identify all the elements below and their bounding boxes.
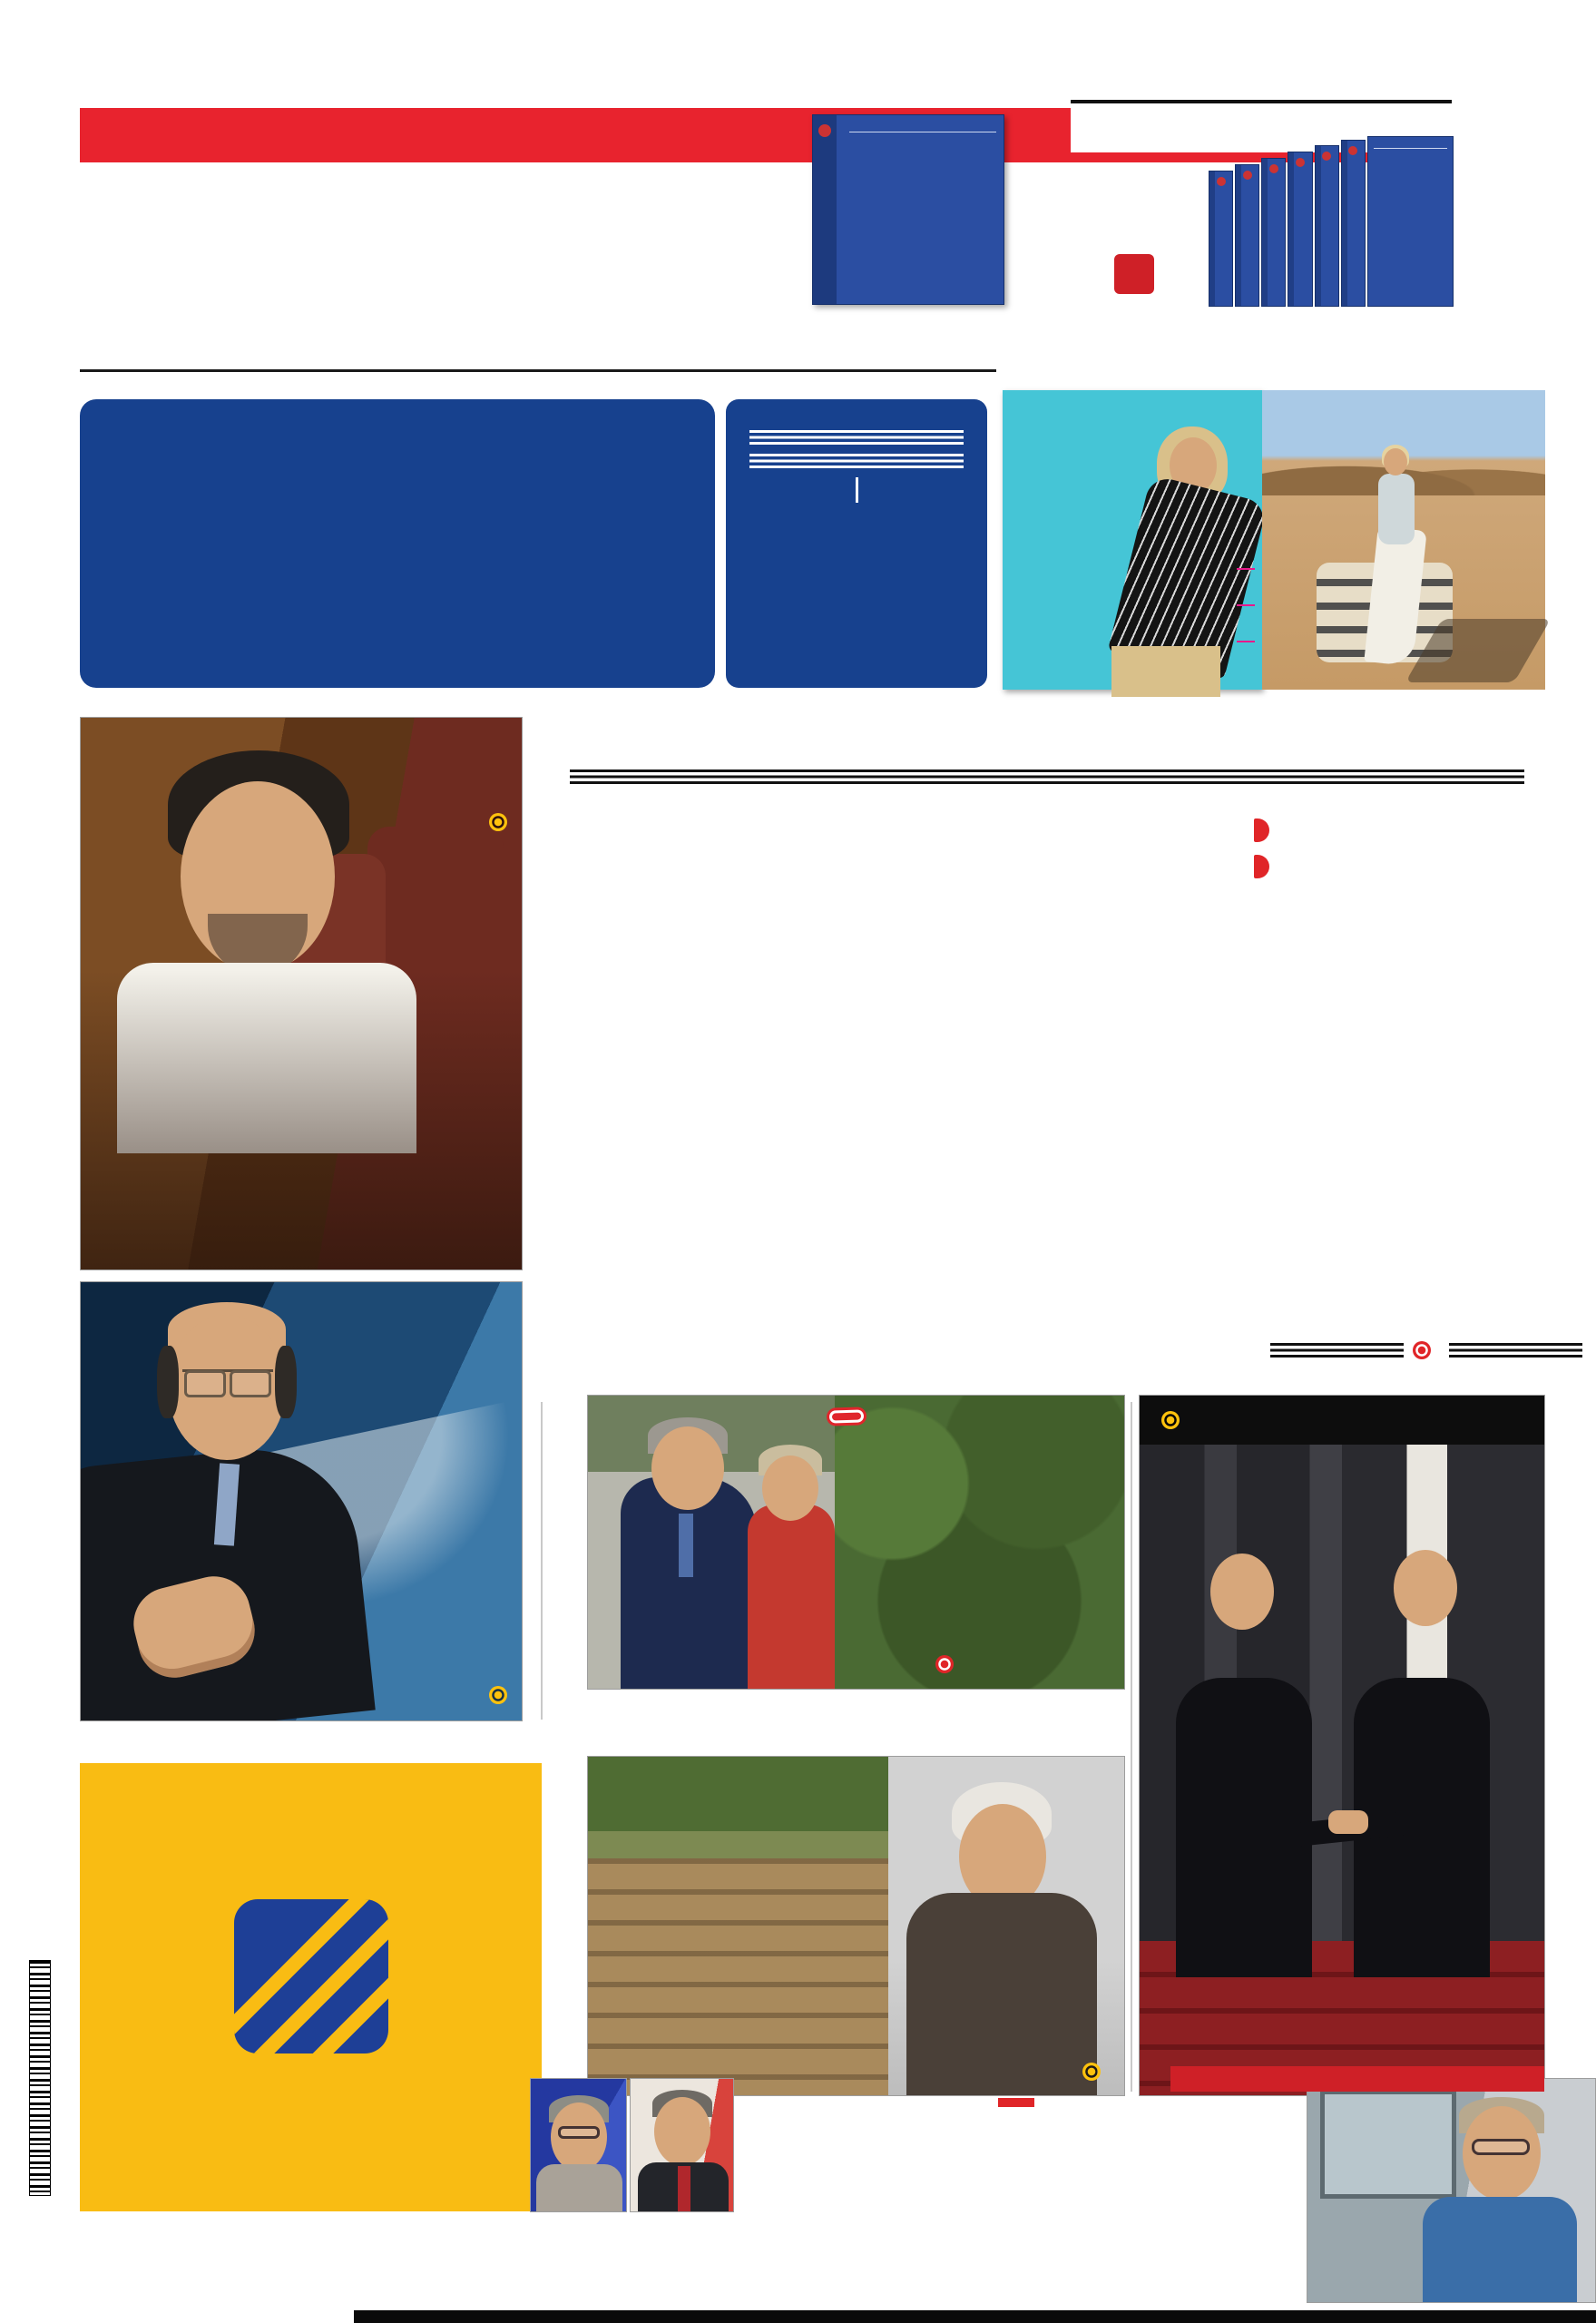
papyros-logo-icon (1114, 254, 1154, 294)
edition-divider (856, 477, 858, 503)
rule-lines (1270, 1343, 1404, 1358)
companion-face (762, 1456, 818, 1521)
foliage-background (835, 1396, 1124, 1689)
putin-visit-bar (1140, 1396, 1544, 1445)
putin-subtext-box (1170, 2066, 1544, 2092)
seismologist-photo-2 (630, 2078, 734, 2212)
spine-emblem-icon (1348, 146, 1357, 155)
edition-offers-label (749, 477, 845, 499)
model-face (1384, 448, 1407, 475)
hatzidakis-hair (275, 1346, 297, 1418)
straw-mat (1111, 646, 1220, 697)
seismologist2-tie (678, 2166, 690, 2212)
page-marker-icon (489, 813, 507, 831)
pappas-shirt (117, 963, 416, 1153)
book-caption (1374, 146, 1447, 149)
edition-offers (749, 477, 845, 503)
martinis-story-photo (587, 1395, 1125, 1690)
window-frame (1320, 2090, 1456, 2199)
spine-emblem-icon (1269, 164, 1278, 173)
glasses-icon (1472, 2139, 1530, 2155)
spine-emblem-icon (1217, 177, 1226, 186)
issue-info-panel (726, 399, 987, 688)
tsipras-face (1394, 1550, 1457, 1626)
pappas-page-ref (489, 810, 507, 834)
rule-lines (1449, 1343, 1582, 1358)
hatzidakis-page-ref (489, 1682, 507, 1708)
volume-spine-7 (1209, 171, 1233, 307)
barcode-stripes (29, 1960, 51, 2196)
main-headline (573, 780, 1299, 786)
glasses-icon (182, 1369, 273, 1393)
cover-model-photo (1117, 426, 1253, 690)
volumes-row (1209, 136, 1454, 307)
bottom-section-bar (354, 2310, 1596, 2323)
column-divider (1131, 1402, 1132, 2092)
page-marker-icon (1161, 1411, 1180, 1429)
masthead (80, 399, 715, 688)
seismologist2-face (654, 2097, 710, 2166)
seismologists-page-badge (998, 2098, 1034, 2107)
volume-spine-3 (1315, 145, 1339, 307)
volume-1-cover (1367, 136, 1454, 307)
volume-spine-5 (1261, 158, 1286, 307)
page-marker-icon (935, 1655, 954, 1673)
aristotle-story-photo (587, 1756, 1125, 2096)
martinis-face (651, 1426, 724, 1510)
beauty-issue-label (1237, 604, 1255, 606)
martinis-tie (679, 1514, 693, 1577)
bazaar-cover (1003, 390, 1262, 690)
book-emblem-icon (818, 124, 831, 137)
seismologist-photo-3 (1307, 2078, 1596, 2303)
excavation-site (588, 1757, 888, 2095)
logo-stripe (234, 1899, 387, 2050)
divider-lines (749, 454, 964, 468)
spine-emblem-icon (1296, 158, 1305, 167)
main-story-bullets (1281, 817, 1582, 853)
archaeologist-jacket (906, 1893, 1097, 2096)
main-story-page-ref (1270, 1341, 1582, 1359)
red-bullet-icon (1254, 855, 1269, 878)
glasses-icon (558, 2126, 600, 2139)
seismologist1-suit (536, 2164, 622, 2212)
piraeus-bank-ad (80, 1763, 542, 2211)
volume-spine-6 (1235, 164, 1259, 307)
hatzidakis-hair (157, 1346, 179, 1418)
page-marker-icon (1413, 1341, 1431, 1359)
martinis-page-ref (769, 1652, 1119, 1677)
edition-plain (869, 477, 964, 503)
putin-story (1139, 1395, 1545, 2096)
seismologist-photo-1 (530, 2078, 627, 2212)
red-bullet-icon (1254, 818, 1269, 842)
piraeus-bank-logo (234, 1899, 388, 2053)
putin-tsipras-photo (1140, 1445, 1544, 2095)
apology-parody-badge (829, 1409, 864, 1423)
putin-face (1210, 1554, 1274, 1630)
logo-stripe (236, 1904, 388, 2053)
parliament-seat (367, 827, 504, 1017)
desert-fashion-photo (1262, 390, 1545, 690)
book-caption (849, 130, 996, 132)
magazine-promo (1003, 390, 1545, 690)
encyclopedia-volume-3-cover (812, 114, 1004, 305)
putin-figure (1176, 1678, 1312, 1977)
model-top (1378, 474, 1415, 544)
page-marker-icon (489, 1686, 507, 1704)
issue-barcode (18, 1933, 54, 2241)
pappas-story-photo (80, 717, 523, 1270)
beauty-issue-label (1237, 641, 1255, 642)
beauty-issue-label (1237, 568, 1255, 570)
divider-lines (749, 430, 964, 445)
hatzidakis-story-photo (80, 1281, 523, 1721)
handshake (1328, 1810, 1368, 1834)
edition-plain-label (869, 477, 964, 499)
page-marker-icon (1082, 2063, 1101, 2081)
column-divider (541, 1402, 543, 1720)
aristotle-page-ref (1082, 2058, 1101, 2084)
volume-spine-2 (1341, 140, 1366, 307)
section-rule (80, 369, 996, 372)
volume-spine-4 (1288, 152, 1312, 307)
spine-emblem-icon (1322, 152, 1331, 161)
seismologist3-shirt (1423, 2197, 1577, 2303)
spine-emblem-icon (1243, 171, 1252, 180)
